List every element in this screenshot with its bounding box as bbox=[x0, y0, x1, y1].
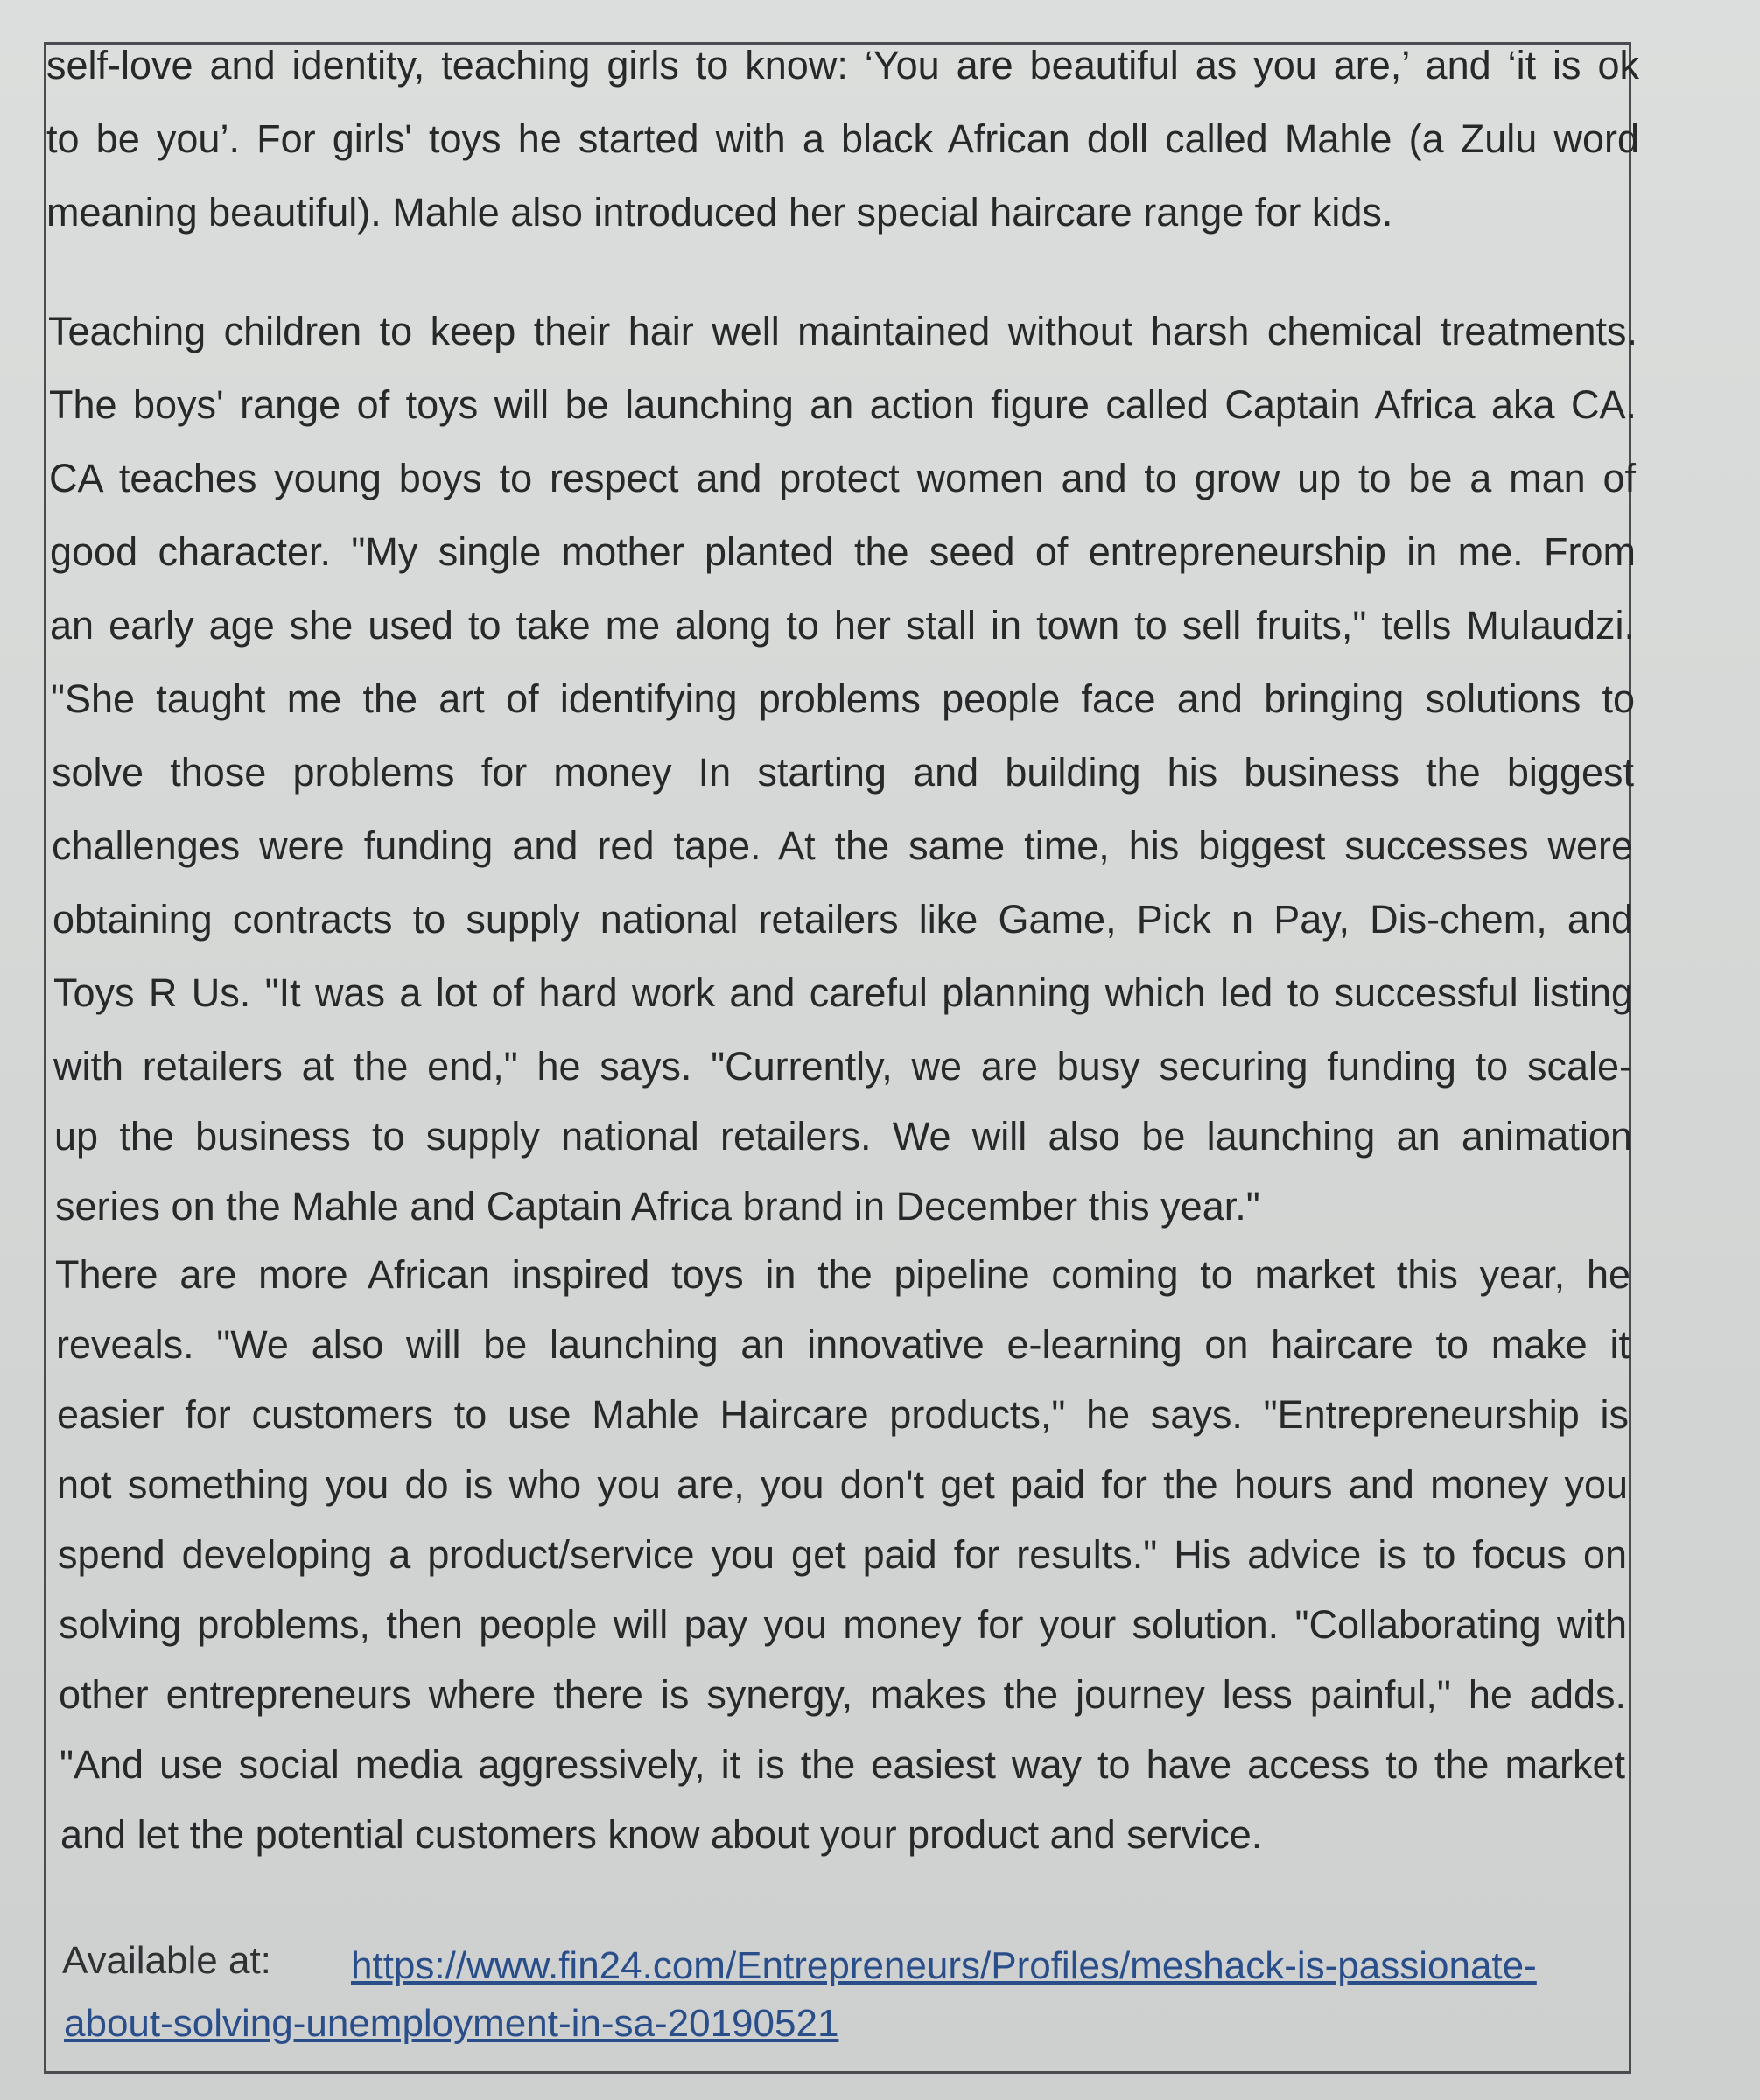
text-line: series on the Mahle and Captain Africa brand in December this year." bbox=[55, 1184, 1260, 1228]
text-line: not something you do is who you are, you don't get paid for the hours and money you bbox=[57, 1462, 1628, 1507]
text-line: Toys R Us. "It was a lot of hard work and careful planning which led to successful listing bbox=[53, 970, 1633, 1015]
text-line: with retailers at the end," he says. "Currently, we are busy securing funding to scale- bbox=[53, 1044, 1632, 1088]
text-line: to be you’. For girls' toys he started with a black African doll called Mahle (a Zulu word bbox=[46, 116, 1639, 161]
text-line: Teaching children to keep their hair well maintained without harsh chemical treatments. bbox=[48, 309, 1637, 354]
text-line: challenges were funding and red tape. At the same time, his biggest successes were bbox=[52, 823, 1633, 868]
text-line: easier for customers to use Mahle Haircare products," he says. "Entrepreneurship is bbox=[57, 1392, 1629, 1437]
text-line: "And use social media aggressively, it is the easiest way to have access to the market bbox=[60, 1742, 1625, 1787]
text-line: up the business to supply national retailers. We will also be launching an animation bbox=[54, 1114, 1632, 1158]
text-line: meaning beautiful). Mahle also introduced her special haircare range for kids. bbox=[46, 190, 1393, 234]
text-line: self-love and identity, teaching girls to know: ‘You are beautiful as you are,’ and ‘it is ok bbox=[46, 43, 1639, 88]
text-line: solve those problems for money In starting and building his business the biggest bbox=[52, 750, 1634, 794]
text-line: "She taught me the art of identifying problems people face and bringing solutions to bbox=[51, 676, 1635, 721]
text-line: CA teaches young boys to respect and protect women and to grow up to be a man of bbox=[49, 456, 1636, 500]
text-line: an early age she used to take me along to her stall in town to sell fruits," tells Mulaudzi. bbox=[50, 603, 1635, 648]
text-line: There are more African inspired toys in the pipeline coming to market this year, he bbox=[55, 1252, 1630, 1297]
text-line: good character. "My single mother planted the seed of entrepreneurship in me. From bbox=[50, 529, 1636, 574]
text-line: solving problems, then people will pay you money for your solution. "Collaborating with bbox=[59, 1602, 1627, 1647]
text-line: spend developing a product/service you get paid for results." His advice is to focus on bbox=[58, 1532, 1627, 1577]
text-line: reveals. "We also will be launching an innovative e-learning on haircare to make it bbox=[56, 1322, 1630, 1367]
text-line: The boys' range of toys will be launching an action figure called Captain Africa aka CA. bbox=[49, 382, 1637, 427]
source-link-line-2[interactable]: about-solving-unemployment-in-sa-20190521 bbox=[64, 2002, 839, 2045]
source-label: Available at: bbox=[62, 1939, 271, 1982]
text-line: and let the potential customers know about your product and service. bbox=[60, 1812, 1263, 1857]
text-box-border bbox=[44, 42, 1639, 2074]
text-line: obtaining contracts to supply national retailers like Game, Pick n Pay, Dis-chem, and bbox=[53, 897, 1633, 942]
source-link-line-1[interactable]: https://www.fin24.com/Entrepreneurs/Profiles/meshack-is-passionate- bbox=[351, 1944, 1537, 1987]
text-line: other entrepreneurs where there is synergy, makes the journey less painful," he adds. bbox=[59, 1672, 1626, 1717]
